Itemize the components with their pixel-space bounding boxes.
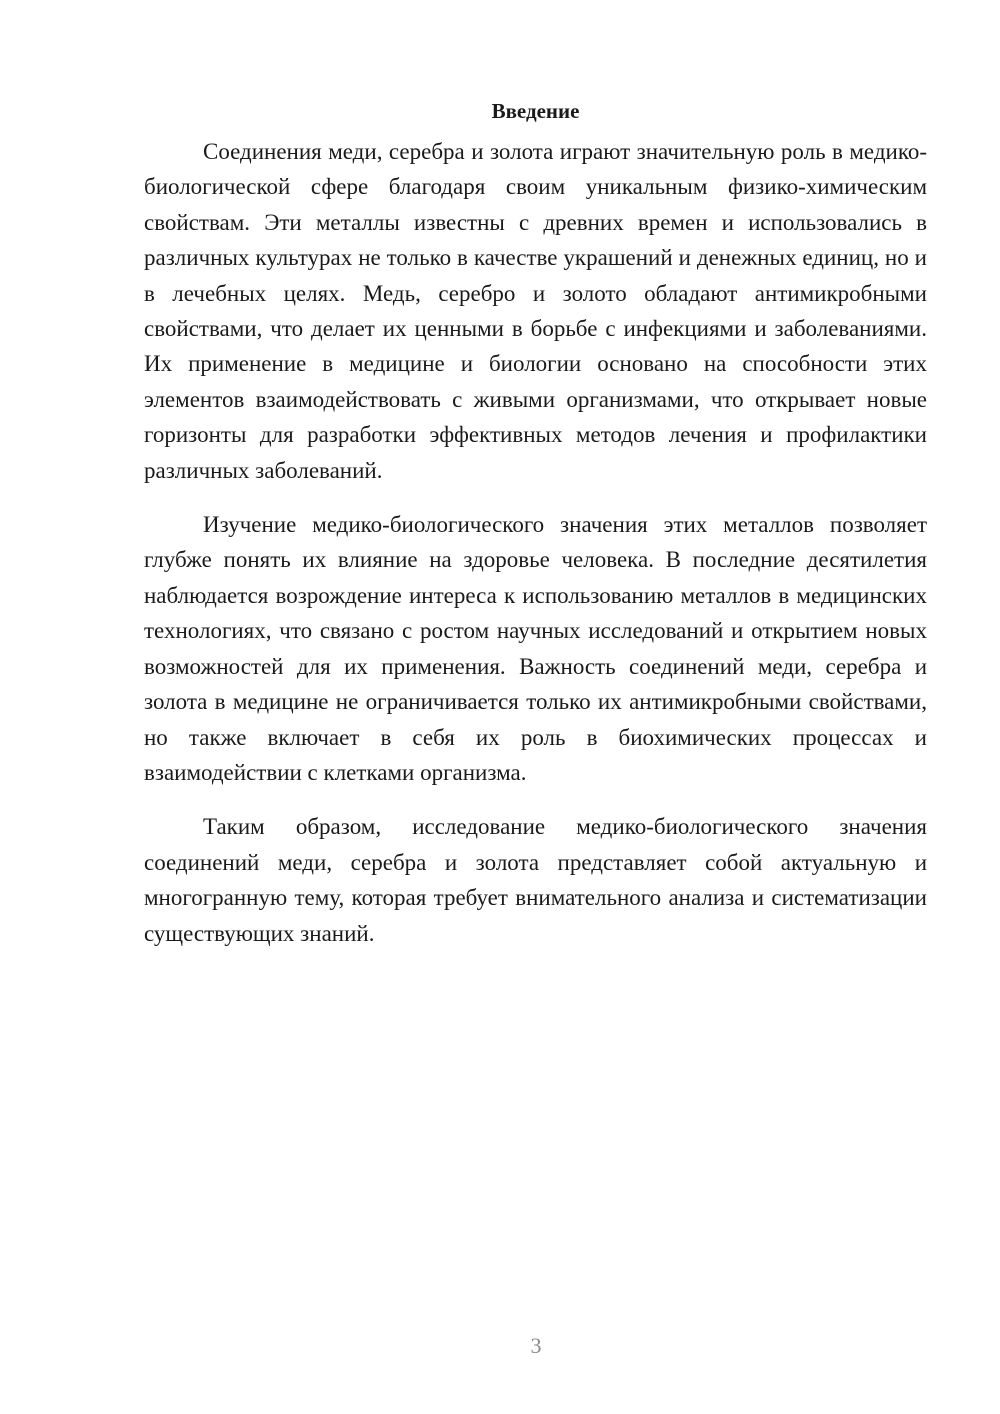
paragraph-3: Таким образом, исследование медико-биологического значения соединений меди, серебра и золота представляет собой актуальную и многогранную тему, которая требует внимательного анализа и систематизации существующих знаний. xyxy=(144,814,927,946)
page-number: 3 xyxy=(530,1333,542,1358)
paragraph-1: Соединения меди, серебра и золота играют значительную роль в медико-биологической сфере благодаря своим уникальным физико-химическим свойствам. Эти металлы известны с древних времен и использовались в различных культурах не только в качестве украшений и денежных единиц, но и в лечебных целях. Медь, серебро и золото обладают антимикробными свойствами, что делает их ценными в борьбе с инфекциями и заболеваниями. Их применение в медицине и биологии основано на способности этих элементов взаимодействовать с живыми организмами, что открывает новые горизонты для разработки эффективных методов лечения и профилактики различных заболеваний. xyxy=(144,139,927,483)
paragraph-2: Изучение медико-биологического значения этих металлов позволяет глубже понять их влияние на здоровье человека. В последние десятилетия наблюдается возрождение интереса к использованию металлов в медицинских технологиях, что связано с ростом научных исследований и открытием новых возможностей для их применения. Важность соединений меди, серебра и золота в медицине не ограничивается только их антимикробными свойствами, но также включает в себя их роль в биохимических процессах и взаимодействии с клетками организма. xyxy=(144,512,927,785)
page-content xyxy=(144,96,927,970)
section-heading: Введение xyxy=(491,99,580,123)
